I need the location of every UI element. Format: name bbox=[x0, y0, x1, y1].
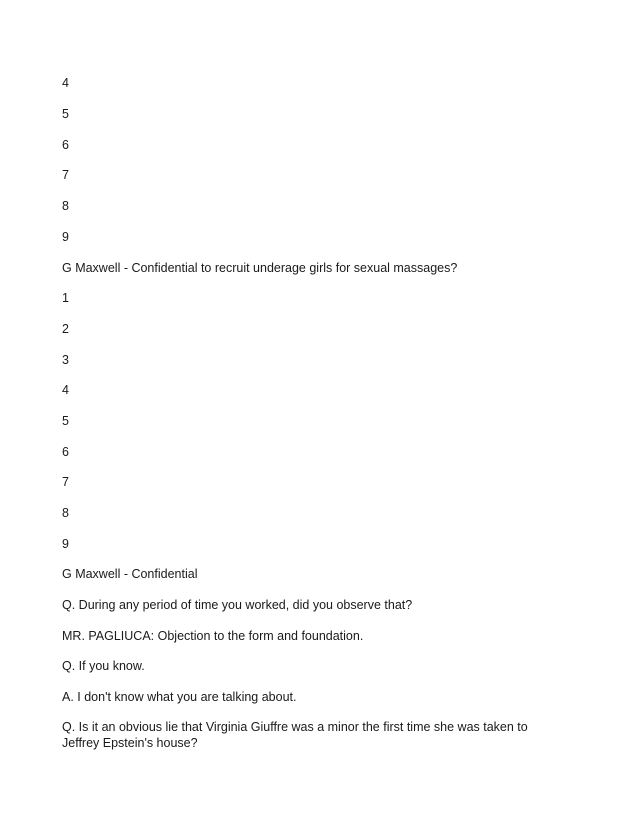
line-number: 2 bbox=[62, 322, 69, 336]
line-number: 7 bbox=[62, 475, 69, 489]
answer-line: A. I don't know what you are talking about. bbox=[62, 690, 297, 704]
line-number: 6 bbox=[62, 138, 69, 152]
line-number: 8 bbox=[62, 506, 69, 520]
line-number: 7 bbox=[62, 168, 69, 182]
line-number: 4 bbox=[62, 383, 69, 397]
line-number: 5 bbox=[62, 107, 69, 121]
line-number: 9 bbox=[62, 230, 69, 244]
objection-line: MR. PAGLIUCA: Objection to the form and foundation. bbox=[62, 629, 364, 643]
question-paragraph: Q. Is it an obvious lie that Virginia Giuffre was a minor the first time she was taken to Jeffrey Epstein's house? bbox=[62, 720, 528, 750]
line-number: 3 bbox=[62, 353, 69, 367]
line-number: 1 bbox=[62, 291, 69, 305]
confidential-marker: G Maxwell - Confidential bbox=[62, 567, 198, 581]
question-line: Q. During any period of time you worked, did you observe that? bbox=[62, 598, 413, 612]
line-number: 9 bbox=[62, 537, 69, 551]
line-number: 6 bbox=[62, 445, 69, 459]
line-number: 8 bbox=[62, 199, 69, 213]
transcript-footer-line: G Maxwell - Confidential to recruit underage girls for sexual massages? bbox=[62, 261, 458, 275]
line-number: 4 bbox=[62, 76, 69, 90]
question-line: Q. If you know. bbox=[62, 659, 145, 673]
line-number: 5 bbox=[62, 414, 69, 428]
